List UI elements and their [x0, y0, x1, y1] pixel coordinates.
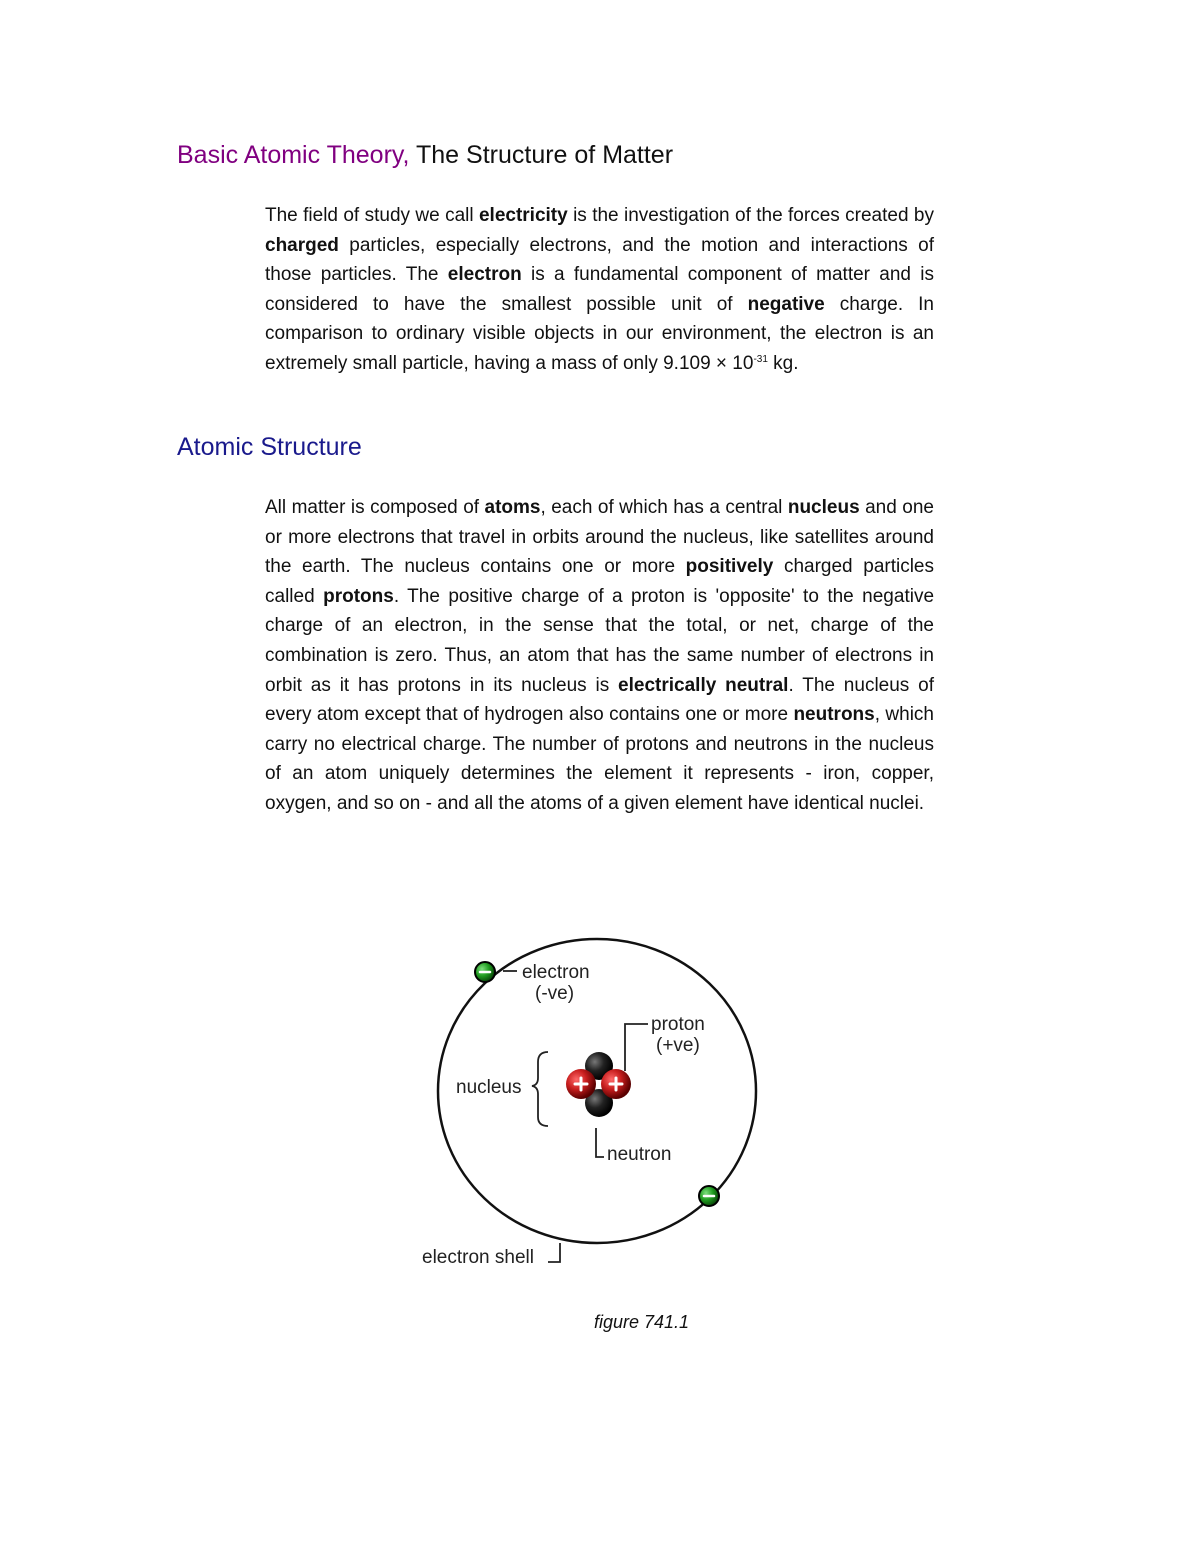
title-rest: The Structure of Matter: [409, 141, 674, 169]
text-run: . The positive charge of a proton is 'opposite' to the negative charge of an electron, in the sense that the total, or net, charge of the combination is zero. Thus, an atom that has the same number of electrons in orbit as it has protons in its nucleus is: [265, 585, 935, 696]
leader-lines: [503, 971, 648, 1262]
text-run: charged particles called: [265, 556, 935, 607]
bold-term: electricity: [478, 205, 568, 226]
proton-particle: [566, 1069, 596, 1099]
nucleus-label: nucleus: [456, 1077, 522, 1098]
bold-term: positively: [685, 556, 774, 578]
text-run: All matter is composed of: [265, 497, 485, 518]
text-run: particles, especially electrons, and the motion and interactions of those particles. The: [265, 234, 934, 286]
text-run: . The nucleus of every atom except that of hydrogen also contains one or more: [265, 674, 934, 726]
text-run: charge. In comparison to ordinary visible objects in our environment, the electron is an extremely small particle, having a mass of only 9.109 × 10: [265, 293, 935, 374]
text-run: kg.: [767, 352, 799, 374]
bold-term: negative: [747, 293, 825, 315]
bold-term: nucleus: [787, 497, 860, 518]
proton-charge-label: (+ve): [656, 1035, 700, 1056]
bold-term: charged: [265, 234, 339, 256]
bold-term: atoms: [484, 497, 541, 518]
text-run: , which carry no electrical charge. The number of protons and neutrons in the nucleus of an atom uniquely determines the element it represents - iron, copper, oxygen, and so on - and all the atoms of a given element have identical nuclei.: [265, 704, 934, 814]
neutron-label: neutron: [607, 1144, 672, 1165]
figure-caption: figure 741.1: [594, 1312, 690, 1332]
proton-particle: [601, 1069, 631, 1099]
electron-charge-label: (-ve): [535, 983, 575, 1004]
exponent: -31: [753, 353, 768, 365]
text-run: is the investigation of the forces created by: [567, 205, 934, 226]
text-run: , each of which has a central: [540, 497, 788, 518]
electron-label: electron: [522, 962, 590, 983]
section-heading: Atomic Structure: [177, 433, 362, 461]
bold-term: electron: [447, 264, 522, 286]
proton-label: proton: [651, 1014, 705, 1035]
bold-term: protons: [323, 585, 394, 607]
electron-particle: [699, 1186, 719, 1206]
electron-shell-label: electron shell: [422, 1247, 534, 1268]
title-accent: Basic Atomic Theory,: [177, 141, 410, 169]
bold-term: neutrons: [793, 704, 875, 726]
bold-term: electrically neutral: [618, 674, 789, 696]
text-run: is a fundamental component of matter and is considered to have the smallest possible unit of: [265, 264, 934, 315]
text-run: and one or more electrons that travel in orbits around the nucleus, like satellites around the earth. The nucleus contains one or more: [265, 497, 934, 578]
text-run: The field of study we call: [265, 205, 479, 226]
electron-particle: [475, 962, 495, 982]
